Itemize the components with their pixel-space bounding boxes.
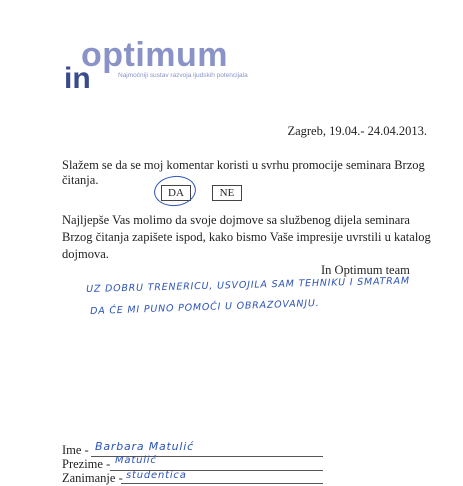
ime-value[interactable]: Barbara Matulić [95, 440, 194, 453]
prezime-label: Prezime - [62, 457, 111, 471]
logo-tagline: Najmoćniji sustav razvoja ljudskih potencijala [118, 72, 248, 79]
consent-text: Slažem se da se moj komentar koristi u svrhu promocije seminara Brzog čitanja. [62, 158, 425, 187]
handwritten-comment-line-2: DA ĆE MI PUNO POMOĆI U OBRAZOVANJU. [90, 297, 320, 317]
date-line: Zagreb, 19.04.- 24.04.2013. [287, 124, 427, 138]
request-text: Najljepše Vas molimo da svoje dojmove sa službenog dijela seminara Brzog čitanja zapišete ispod, kako bismo Vaše impresije uvrstili u katalog dojmova. [62, 213, 431, 261]
prezime-value[interactable]: Matulić [115, 455, 157, 466]
zanimanje-value[interactable]: studentica [126, 470, 187, 481]
logo-wordmark: optimum [81, 36, 229, 74]
option-no-box[interactable]: NE [212, 185, 242, 201]
zanimanje-label: Zanimanje - [62, 471, 123, 485]
handwritten-comment-line-1: UZ DOBRU TRENERICU, USVOJILA SAM TEHNIKU I SMATRAM [86, 275, 411, 295]
ime-label: Ime - [62, 443, 89, 457]
option-yes-box[interactable]: DA [161, 185, 191, 201]
team-signature: In Optimum team [321, 263, 410, 277]
logo-prefix: in [64, 62, 91, 95]
zanimanje-line [121, 483, 323, 484]
